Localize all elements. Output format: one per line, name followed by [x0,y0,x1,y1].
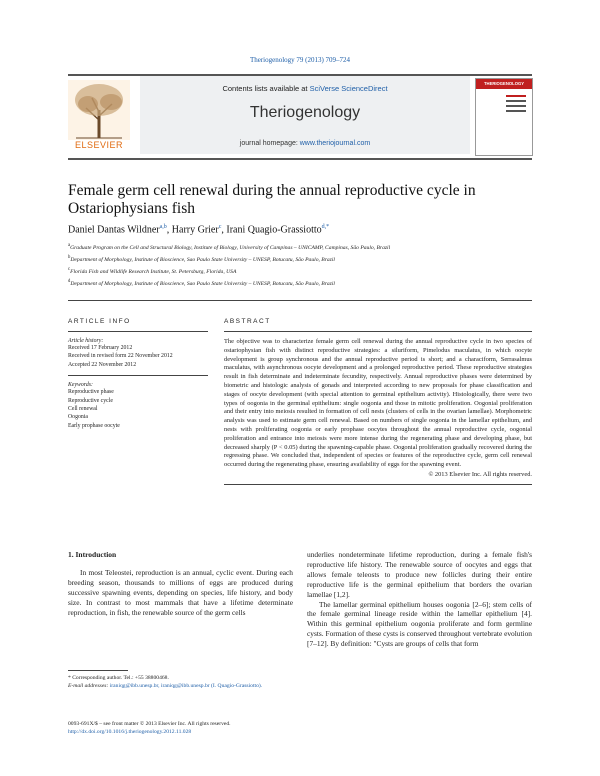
abstract-heading: ABSTRACT [224,318,271,325]
author-name[interactable]: Daniel Dantas Wildner [68,224,160,236]
footnote-divider [68,670,128,671]
article-identifiers [68,720,368,736]
cover-title: THERIOGENOLOGY [476,79,532,89]
keyword-item: Oogonia [68,414,88,421]
affiliation-marker: c [68,266,71,272]
article-info [68,318,208,430]
issn-line: 0093-691X/$ – see front matter © 2013 Elsevier Inc. All rights reserved. [68,721,231,727]
author-affiliation-marker[interactable]: d,* [321,224,330,230]
email-links[interactable]: iraniqg@ibb.unesp.br, iraniqg@ibb.unesp.br (I. Quagio-Grassiotto). [109,683,263,689]
doi-link[interactable]: http://dx.doi.org/10.1016/j.theriogenology.2012.11.028 [68,729,192,735]
author-name[interactable]: Irani Quagio-Grassiotto [226,224,322,236]
affiliation-text: Graduate Program on the Cell and Structural Biology, Institute of Biology, University of Campinas – UNICAMP, Campinas, São Paulo, Brazil [70,244,391,251]
divider [224,484,532,485]
divider [68,331,208,332]
keyword-item: Early prophase oocyte [68,422,120,429]
affiliations [68,241,532,288]
author-list [68,224,532,235]
paragraph: In most Teleostei, reproduction is an annual, cyclic event. During each breeding season, thousands to millions of eggs are produced during successive spawning events, depending on species, life history, and body size. In contrast to most mammals that have a lifetime determinate reproduction, in fish, the renewable source of the germ cells [68,567,293,617]
divider [68,375,208,376]
journal-title: Theriogenology [249,104,361,121]
affiliation [68,265,532,277]
homepage-link[interactable]: www.theriojournal.com [299,140,371,147]
affiliation [68,253,532,265]
affiliation-marker: a [68,243,71,248]
affiliation [68,241,532,253]
keyword-list [68,388,208,430]
divider [224,331,532,332]
article-title: Female germ cell renewal during the annual reproductive cycle in Ostariophysians fish [68,182,476,217]
affiliation-text: Florida Fish and Wildlife Research Institute, St. Petersburg, Florida, USA [70,268,237,275]
paragraph: The lamellar germinal epithelium houses oogonia [2–6]; stem cells of the female germinal lineage reside within the lamellar epithelium [4]. Within this germinal epithelium oogonia proliferate and form germline cysts. Formation of these cysts is conserved throughout vertebrate evolution [7–12]. By definition: "Cysts are groups of cells that form [307,599,532,649]
email-note [68,682,293,690]
author-separator: , [221,224,227,236]
author-affiliation-marker[interactable]: c [218,224,222,230]
contents-line [140,84,470,93]
affiliation-marker: b [68,254,71,260]
keyword-item: Cell renewal [68,406,98,413]
history-list [68,344,208,369]
section-title: 1. Introduction [68,550,117,559]
footnotes [68,674,293,690]
history-item: Accepted 22 November 2012 [68,361,137,368]
paragraph: underlies nondeterminate lifetime reproduction, during a female fish's reproductive life history. The renewable source of oocytes and eggs that allows female teleosts to produce new follicles during their entire reproductive life is the germinal epithelium that borders the ovarian lamellae [1,2]. [307,550,532,599]
body-left-column [68,550,293,617]
contents-prefix: Contents lists available at [222,84,310,93]
history-item: Received in revised form 22 November 2012 [68,353,173,360]
homepage-label: journal homepage: [239,140,300,147]
affiliation-marker: d [68,278,71,284]
article-info-heading: ARTICLE INFO [68,318,131,325]
history-item: Received 17 February 2012 [68,345,133,351]
abstract-text: The objective was to characterize female germ cell renewal during the annual reproductive cycle in two species of ostariophysian fish with distinct reproductive strategies: a siluriform, Pimelodus maculatus, in which oocyte development is group synchronous and the annual reproductive period is short; and a characiform, Serrasalmus maculatus, with asynchronous oocyte development and a prolonged reproductive period. These reproductive strategies result in fish determinate and indeterminate fecundity, respectively. Annual reproductive phases were determined by biometric and histologic analysis of gonads and interpreted according to new proposals for phase classification and stages of oocyte development (with special attention to germinal epithelium activity). Histologically, there were two types of oogonia in the germinal epithelium: single oogonia and those in mitotic proliferation. Oogonial proliferation and their entry into meiosis resulted in formation of cell nests (clusters of cells in the ovarian lamellae). Morphometric analysis was used to estimate germ cell renewal. Based on numbers of single oogonia in the lamellar epithelium, and nests with proliferating oogonia or early prophase oocytes throughout the annual reproductive cycle, oogonial proliferation and entrance into meiosis were more intense during the regenerating phase and developing phase, but decreased sharply (P < 0.05) during the spawning-capable phase. Oogonial proliferation gradually recovered during the regressing phase. We concluded that, independent of species or features of the reproductive cycle, germ cell renewal occurred during the regenerating phase, ensuring availability of eggs for the spawning event. [224,338,532,469]
affiliation-text: Department of Morphology, Institute of Bioscience, Sao Paulo State University – UNESP, Botucatu, São Paulo, Brazil [70,280,335,287]
divider [68,300,532,301]
sciencedirect-link[interactable]: SciVerse ScienceDirect [309,84,388,93]
publisher-name: ELSEVIER [74,140,124,150]
keywords-label: Keywords: [68,382,93,389]
history-label: Article history: [68,338,104,344]
corresponding-author-note: * Corresponding author. Tel.: +55 38800468. [68,675,169,681]
email-label: E-mail addresses: [68,683,110,689]
keyword-item: Reproductive cycle [68,397,113,404]
author-name[interactable]: Harry Grier [171,224,219,236]
abstract-copyright: © 2013 Elsevier Inc. All rights reserved. [428,470,532,478]
author-separator: , [166,224,172,236]
journal-cover-thumbnail [475,78,533,156]
keyword-item: Reproductive phase [68,389,114,396]
abstract [224,318,532,485]
affiliation [68,277,532,289]
body-right-column [307,550,532,649]
cover-text-lines [506,95,526,115]
journal-reference[interactable]: Theriogenology 79 (2013) 709–724 [249,56,351,64]
affiliation-text: Department of Morphology, Institute of Bioscience, Sao Paulo State University – UNESP, Botucatu, São Paulo, Brazil [70,256,335,263]
author-affiliation-marker[interactable]: a,b [159,224,167,230]
journal-homepage [140,140,470,147]
